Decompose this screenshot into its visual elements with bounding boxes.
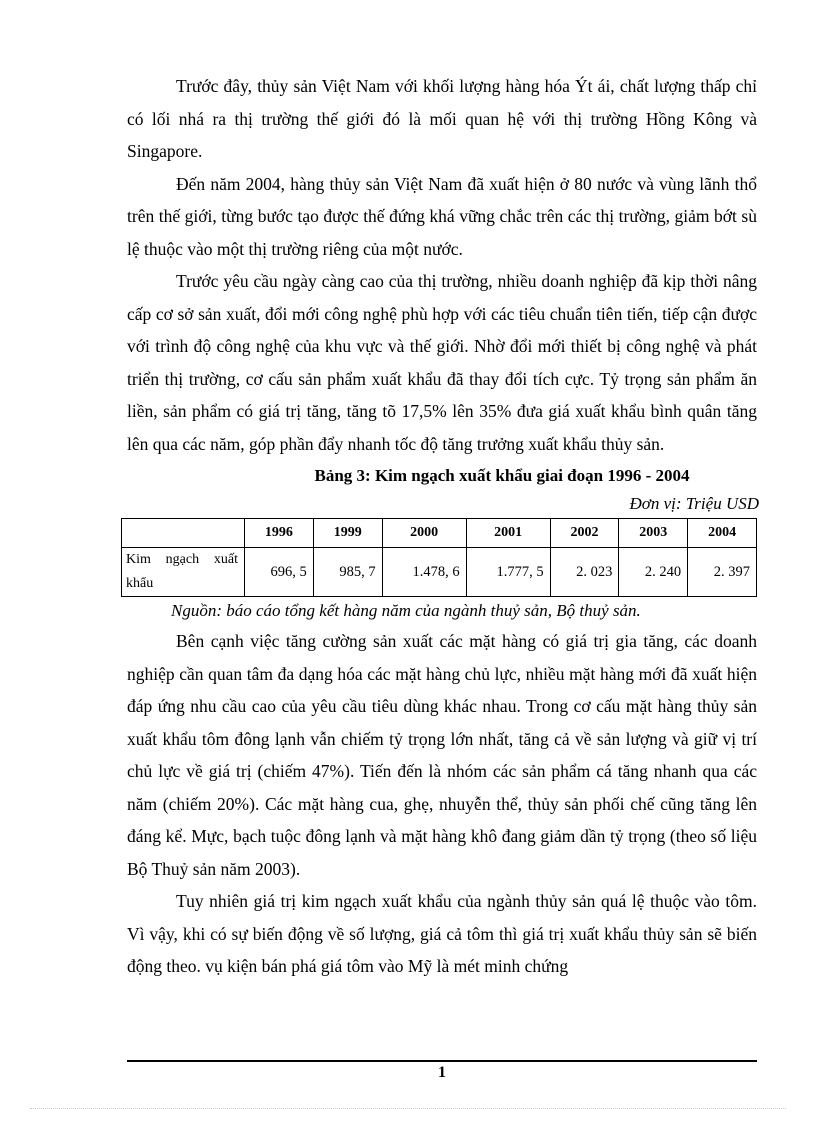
paragraph-1: Trước đây, thủy sản Việt Nam với khối lượng hàng hóa Ýt ái, chất lượng thấp chỉ có lối nhá ra thị trường thế giới đó là mối quan hệ với thị trường Hồng Kông và Singapore. xyxy=(127,76,757,161)
table-header-year: 2004 xyxy=(688,519,757,548)
table-header-year: 2001 xyxy=(466,519,550,548)
paragraph-4: Bên cạnh việc tăng cường sản xuất các mặt hàng có giá trị gia tăng, các doanh nghiệp cần quan tâm đa dạng hóa các mặt hàng chủ lực, nhiều mặt hàng mới đã xuất hiện đáp ứng nhu cầu cao của yêu cầu tiêu dùng khác nhau. Trong cơ cấu mặt hàng thủy sản xuất khẩu tôm đông lạnh vẫn chiếm tỷ trọng lớn nhất, tăng cả về sản lượng và giữ vị trí chủ lực về giá trị (chiếm 47%). Tiến đến là nhóm các sản phẩm cá tăng nhanh qua các năm (chiếm 20%). Các mặt hàng cua, ghẹ, nhuyễn thể, thủy sản phối chế cũng tăng lên đáng kể. Mực, bạch tuộc đông lạnh và mặt hàng khô đang giảm dần tỷ trọng (theo số liệu Bộ Thuỷ sản năm 2003). xyxy=(127,631,757,879)
document-page xyxy=(127,70,757,983)
table-unit: Đơn vị: Triệu USD xyxy=(629,494,759,513)
paragraph-5: Tuy nhiên giá trị kim ngạch xuất khẩu của ngành thủy sản quá lệ thuộc vào tôm. Vì vậy, khi có sự biến động về số lượng, giá cả tôm thì giá trị xuất khẩu thủy sản sẽ biến động theo. vụ kiện bán phá giá tôm vào Mỹ là mét minh chứng xyxy=(127,891,757,976)
table-header-row xyxy=(122,519,757,548)
table-row-label: Kim ngạch xuất khẩu xyxy=(122,548,245,597)
table-cell: 696, 5 xyxy=(245,548,314,597)
footer-divider xyxy=(127,1060,757,1062)
table-header-year: 2000 xyxy=(382,519,466,548)
table-header-blank xyxy=(122,519,245,548)
table-header-year: 2003 xyxy=(619,519,688,548)
table-cell: 1.478, 6 xyxy=(382,548,466,597)
table-row xyxy=(122,548,757,597)
page-bottom-border xyxy=(30,1108,786,1109)
table-source: Nguồn: báo cáo tổng kết hàng năm của ngành thuỷ sản, Bộ thuỷ sản. xyxy=(171,601,641,620)
paragraph-3: Trước yêu cầu ngày càng cao của thị trường, nhiều doanh nghiệp đã kịp thời nâng cấp cơ sở sản xuất, đổi mới công nghệ phù hợp với các tiêu chuẩn tiên tiến, tiếp cận được với trình độ công nghệ của khu vực và thế giới. Nhờ đổi mới thiết bị công nghệ và phát triển thị trường, cơ cấu sản phẩm xuất khẩu đã thay đổi tích cực. Tỷ trọng sản phẩm ăn liền, sản phẩm có giá trị tăng, tăng tõ 17,5% lên 35% đưa giá xuất khẩu bình quân tăng lên qua các năm, góp phần đẩy nhanh tốc độ tăng trưởng xuất khẩu thủy sản. xyxy=(127,271,757,454)
table-cell: 2. 397 xyxy=(688,548,757,597)
table-cell: 2. 023 xyxy=(550,548,619,597)
table-header-year: 1999 xyxy=(313,519,382,548)
paragraph-2: Đến năm 2004, hàng thủy sản Việt Nam đã xuất hiện ở 80 nước và vùng lãnh thổ trên thế giới, từng bước tạo được thế đứng khá vững chắc trên các thị trường, giảm bớt sù lệ thuộc vào một thị trường riêng của một nước. xyxy=(127,173,757,259)
table-header-year: 1996 xyxy=(245,519,314,548)
table-header-year: 2002 xyxy=(550,519,619,548)
page-number: 1 xyxy=(438,1064,446,1081)
table-cell: 1.777, 5 xyxy=(466,548,550,597)
table-title: Bảng 3: Kim ngạch xuất khẩu giai đoạn 1996 - 2004 xyxy=(314,466,690,485)
export-table xyxy=(121,518,757,597)
table-cell: 2. 240 xyxy=(619,548,688,597)
table-cell: 985, 7 xyxy=(313,548,382,597)
